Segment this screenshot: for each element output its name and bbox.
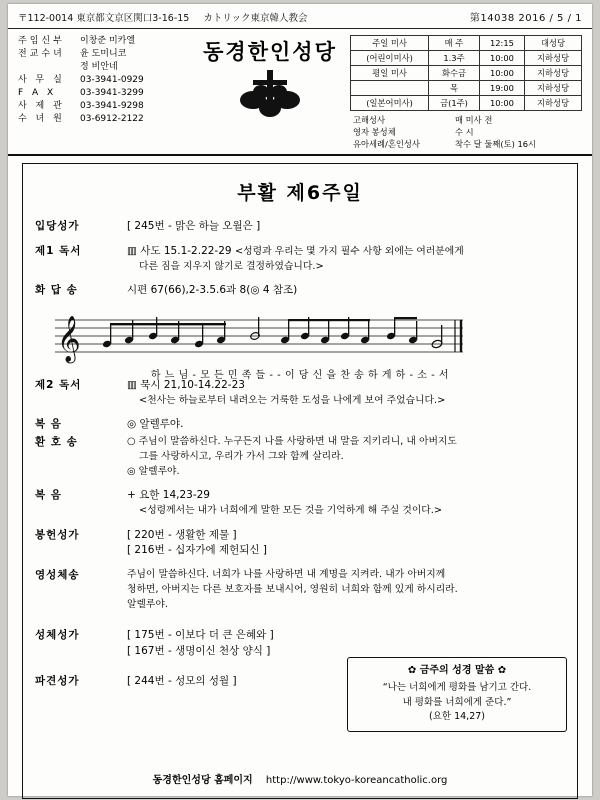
offertory-label: 봉헌성가 — [35, 528, 80, 541]
contact-row — [18, 100, 190, 113]
reading1-row — [35, 244, 565, 274]
word-of-the-week-box — [347, 657, 567, 732]
note-value: 매 미사 전 — [455, 115, 493, 125]
table-row — [351, 66, 582, 81]
dismissal-hymn-label: 파견성가 — [35, 674, 80, 687]
contact-value: 03-3941-3299 — [80, 88, 144, 99]
sacrament-note-table — [350, 114, 582, 150]
word-of-the-week-title: 금주의 성경 말씀 — [419, 665, 495, 677]
reading2-body — [127, 378, 565, 408]
communion-hymn-line2: [ 167번 - 생명이신 천상 양식 ] — [127, 644, 271, 657]
acclamation-row — [35, 435, 565, 479]
church-name-jp: カトリック東京韓人教会 — [203, 12, 308, 24]
homepage-url[interactable]: http://www.tokyo-koreancatholic.org — [265, 775, 448, 786]
contact-label: 전교수녀 — [18, 49, 65, 60]
mass-kind: 평일 미사 — [351, 66, 429, 81]
contact-value: 03-6912-2122 — [80, 114, 144, 125]
entrance-hymn-row — [35, 219, 565, 235]
contact-block — [18, 35, 190, 150]
offertory-line1: [ 220번 - 생활한 제물 ] — [127, 528, 237, 541]
acclamation-label: 환 호 송 — [35, 436, 78, 449]
table-row — [351, 81, 582, 96]
flower-icon: ✿ — [407, 665, 417, 677]
word-of-the-week-line1: “나는 너희에게 평화를 남기고 간다. — [382, 682, 532, 694]
offertory-body — [127, 528, 565, 560]
communion-antiphon-row — [35, 568, 565, 612]
postal-address: 〒112-0014 東京都文京区関口3-16-15 — [18, 12, 190, 24]
acclamation-line1: ○ 주님이 말씀하신다. 누구든지 나를 사랑하면 내 말을 지키리니, 내 아버지도 — [127, 436, 457, 448]
mass-time: 12:15 — [479, 36, 524, 51]
gospel-label: 복 음 — [35, 489, 62, 502]
bulletin-body — [22, 163, 578, 799]
cross-flower-logo-icon — [239, 68, 301, 124]
contact-row — [18, 87, 190, 100]
table-row — [350, 114, 582, 126]
contact-value: 정 비안네 — [80, 62, 118, 73]
communion-antiphon-line3: 알렐루야. — [127, 598, 168, 610]
contact-label: 수 녀 원 — [18, 114, 65, 125]
communion-antiphon-body — [127, 568, 565, 612]
contact-label: 사 무 실 — [18, 75, 65, 86]
offertory-line2: [ 216번 - 십자가에 제헌되신 ] — [127, 544, 267, 557]
bulletin-page — [8, 4, 592, 796]
mass-schedule-block — [350, 35, 582, 150]
mass-kind: (일본어미사) — [351, 96, 429, 111]
alleluia-row — [35, 417, 565, 433]
contact-value: 03-3941-0929 — [80, 75, 144, 86]
mass-place: 대성당 — [524, 36, 581, 51]
alleluia-value: ◎ 알렐루야. — [127, 418, 184, 431]
gospel-ref: + 요한 14,23-29 — [127, 489, 210, 502]
contact-value: 03-3941-9298 — [80, 101, 144, 112]
communion-antiphon-line1: 주님이 말씀하신다. 너희가 나를 사랑하면 내 계명을 지켜라. 내가 아버지께 — [127, 569, 446, 581]
page-title: 부활 제6주일 — [237, 182, 363, 204]
communion-hymn-line1: [ 175번 - 이보다 더 큰 은혜와 ] — [127, 629, 274, 642]
table-row — [350, 138, 582, 150]
reading2-ref: ▥ 묵시 21,10-14.22-23 — [127, 378, 245, 391]
mass-place: 지하성당 — [524, 51, 581, 66]
reading1-body — [127, 244, 565, 274]
gospel-body — [127, 488, 565, 518]
dismissal-hymn-value: [ 244번 - 성모의 성월 ] — [127, 674, 237, 687]
communion-hymn-body — [127, 628, 565, 660]
entrance-hymn-value: [ 245번 - 맑은 하늘 오월은 ] — [127, 220, 261, 232]
mass-day: 목 — [429, 81, 480, 96]
page-footer — [8, 771, 592, 786]
mass-time: 10:00 — [479, 66, 524, 81]
psalm-label: 화 답 송 — [35, 284, 78, 297]
communion-antiphon-line2: 청하면, 아버지는 다른 보호자를 보내시어, 영원히 너희와 함께 있게 하시리라. — [127, 583, 458, 595]
communion-hymn-row — [35, 628, 565, 660]
contact-label: F A X — [18, 88, 57, 99]
note-value: 수 시 — [455, 127, 474, 137]
contact-value: 이창준 미카엘 — [80, 36, 136, 46]
contact-value: 윤 도미니코 — [80, 49, 127, 60]
top-address-bar — [8, 4, 592, 29]
psalm-music-notation — [35, 308, 565, 381]
note-label: 고해성사 — [353, 115, 386, 125]
contact-row — [18, 35, 190, 48]
communion-hymn-label: 성체성가 — [35, 629, 80, 642]
issue-number: 第14038 2016 / 5 / 1 — [469, 13, 582, 24]
alleluia-label: 복 음 — [35, 418, 62, 431]
table-row — [350, 126, 582, 138]
acclamation-body — [127, 435, 565, 479]
contact-label — [18, 61, 80, 74]
offertory-row — [35, 528, 565, 560]
psalm-value: 시편 67(66),2-3.5.6과 8(◎ 4 참조) — [127, 284, 298, 297]
reading2-label: 제2 독서 — [35, 378, 82, 391]
reading1-ref: ▥ 사도 15.1-2.22-29 — [127, 244, 232, 257]
note-label: 유아세례/혼인성사 — [353, 139, 420, 149]
contact-row — [18, 48, 190, 61]
reading1-label: 제1 독서 — [35, 244, 82, 257]
church-logo-block — [190, 35, 350, 150]
table-row — [351, 96, 582, 111]
svg-text:𝄞: 𝄞 — [57, 315, 81, 362]
mass-schedule-table — [350, 35, 582, 111]
church-title: 동경한인성당 — [203, 40, 337, 64]
contact-label: 사 제 관 — [18, 101, 65, 112]
refrain-lyrics: 하 느 님 - 모 든 민 족 들 - - 이 당 신 을 찬 송 하 게 하 - 소 - 서 — [150, 369, 450, 381]
mass-day: 금(1주) — [429, 96, 480, 111]
acclamation-line2: 그를 사랑하시고, 우리가 가서 그와 함께 살리라. — [139, 450, 344, 462]
staff-svg — [49, 308, 469, 366]
mass-kind: (어린이미사) — [351, 51, 429, 66]
reading2-text: <천사는 하늘로부터 내려오는 거룩한 도성을 나에게 보여 주었습니다.> — [139, 394, 446, 406]
masthead — [8, 29, 592, 156]
mass-time: 10:00 — [479, 96, 524, 111]
mass-time: 10:00 — [479, 51, 524, 66]
word-of-the-week-line2: 내 평화를 너희에게 준다.” — [402, 696, 512, 708]
note-value: 착수 달 둘째(토) 16시 — [455, 139, 537, 149]
note-label: 영자 봉성체 — [353, 127, 396, 137]
mass-place: 지하성당 — [524, 96, 581, 111]
mass-place: 지하성당 — [524, 81, 581, 96]
entrance-hymn-label: 입당성가 — [35, 220, 80, 232]
mass-kind — [351, 81, 429, 96]
flower-icon: ✿ — [497, 665, 507, 677]
contact-row — [18, 74, 190, 87]
table-row — [351, 51, 582, 66]
word-of-the-week-heading — [354, 663, 560, 678]
mass-day: 1.3주 — [429, 51, 480, 66]
reading1-text: <성령과 우리는 몇 가지 필수 사항 외에는 여러분에게 — [234, 245, 464, 257]
reading2-row — [35, 378, 565, 408]
psalm-row — [35, 283, 565, 299]
mass-time: 19:00 — [479, 81, 524, 96]
word-of-the-week-citation: (요한 14,27) — [429, 710, 485, 722]
communion-antiphon-label: 영성체송 — [35, 569, 80, 582]
table-row — [351, 36, 582, 51]
mass-kind: 주일 미사 — [351, 36, 429, 51]
reading1-text2: 다른 짐을 지우지 않기로 결정하였습니다.> — [139, 260, 324, 272]
gospel-row — [35, 488, 565, 518]
acclamation-line3: ◎ 알렐루야. — [127, 465, 180, 477]
contact-row — [18, 61, 190, 74]
contact-label: 주임신부 — [18, 36, 65, 46]
mass-place: 지하성당 — [524, 66, 581, 81]
contact-row — [18, 113, 190, 126]
homepage-label: 동경한인성당 홈페이지 — [152, 775, 253, 786]
mass-day: 화수금 — [429, 66, 480, 81]
gospel-text: <성령께서는 내가 너희에게 말한 모든 것을 기억하게 해 주실 것이다.> — [139, 504, 443, 516]
mass-day: 매 주 — [429, 36, 480, 51]
